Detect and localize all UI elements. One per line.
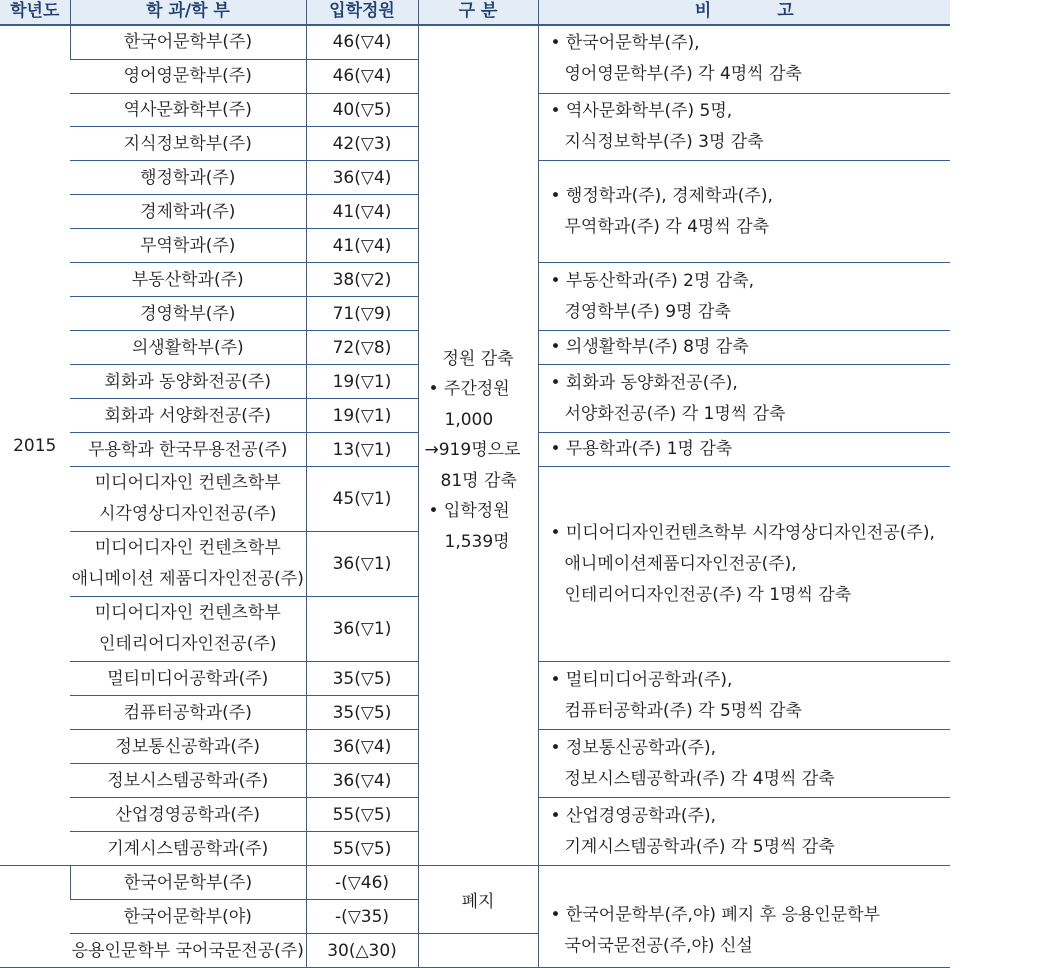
dept-cell: 정보시스템공학과(주): [70, 764, 306, 798]
dept-line: 애니메이션 제품디자인전공(주): [71, 569, 304, 590]
division-cell: [418, 934, 538, 968]
remark-line: 정보시스템공학과(주) 각 4명씩 감축: [564, 768, 835, 789]
remark-line: 기계시스템공학과(주) 각 5명씩 감축: [564, 836, 835, 857]
header-year: 학년도: [0, 0, 70, 25]
dept-line: 미디어디자인 컨텐츠학부: [94, 473, 281, 494]
table-row: [0, 25, 950, 59]
remark-line: 인테리어디자인전공(주) 각 1명씩 감축: [564, 584, 852, 605]
dept-cell: 한국어문학부(주): [70, 866, 306, 900]
division-line: 81명 감축: [440, 470, 517, 491]
division-line: 정원 감축: [442, 348, 514, 369]
division-line: 1,539명: [444, 531, 510, 552]
dept-cell: [70, 597, 306, 662]
quota-cell: 36(▽4): [306, 730, 418, 764]
dept-cell: 무역학과(주): [70, 229, 306, 263]
table-header-row: [0, 0, 950, 25]
quota-cell: 19(▽1): [306, 365, 418, 399]
remark-cell: [538, 798, 950, 866]
quota-cell: 19(▽1): [306, 399, 418, 433]
remark-cell: [538, 161, 950, 263]
dept-cell: 정보통신공학과(주): [70, 730, 306, 764]
dept-cell: 산업경영공학과(주): [70, 798, 306, 832]
dept-cell: 기계시스템공학과(주): [70, 832, 306, 866]
remark-cell: [538, 263, 950, 331]
remark-line: 지식정보학부(주) 3명 감축: [564, 131, 764, 152]
dept-cell: 한국어문학부(야): [70, 900, 306, 934]
remark-line: • 회화과 동양화전공(주),: [550, 372, 738, 393]
remark-cell: [538, 433, 950, 467]
division-cell: [418, 25, 538, 866]
quota-cell: 40(▽5): [306, 93, 418, 127]
remark-cell: [538, 730, 950, 798]
remark-line: • 미디어디자인컨텐츠학부 시각영상디자인전공(주),: [550, 522, 935, 543]
remark-line: 서양화전공(주) 각 1명씩 감축: [564, 403, 786, 424]
quota-cell: 55(▽5): [306, 832, 418, 866]
remark-line: • 한국어문학부(주),: [550, 33, 700, 54]
quota-cell: 71(▽9): [306, 297, 418, 331]
quota-cell: 30(△30): [306, 934, 418, 968]
quota-cell: 35(▽5): [306, 662, 418, 696]
remark-line: 국어국문전공(주,야) 신설: [564, 936, 753, 957]
header-division: 구 분: [418, 0, 538, 25]
remark-cell: [538, 331, 950, 365]
quota-cell: -(▽35): [306, 900, 418, 934]
quota-cell: 13(▽1): [306, 433, 418, 467]
remark-cell: [538, 662, 950, 730]
division-line: • 주간정원: [428, 379, 510, 400]
remark-line: 컴퓨터공학과(주) 각 5명씩 감축: [564, 700, 802, 721]
table-row: [0, 866, 950, 900]
quota-cell: 35(▽5): [306, 696, 418, 730]
dept-cell: 경영학부(주): [70, 297, 306, 331]
quota-cell: 46(▽4): [306, 25, 418, 59]
header-remarks: 비 고: [538, 0, 950, 25]
dept-cell: [70, 467, 306, 532]
remark-line: • 무용학과(주) 1명 감축: [550, 439, 733, 460]
quota-cell: 72(▽8): [306, 331, 418, 365]
division-line: 1,000: [444, 409, 494, 430]
quota-cell: 36(▽4): [306, 161, 418, 195]
dept-cell: 역사문화학부(주): [70, 93, 306, 127]
quota-cell: 36(▽1): [306, 532, 418, 597]
quota-cell: 36(▽1): [306, 597, 418, 662]
quota-cell: 42(▽3): [306, 127, 418, 161]
year-cell: 2015: [0, 25, 70, 866]
dept-cell: [70, 532, 306, 597]
remark-line: • 산업경영공학과(주),: [550, 805, 716, 826]
header-dept: 학 과/학 부: [70, 0, 306, 25]
dept-cell: 영어영문학부(주): [70, 59, 306, 93]
dept-cell: 회화과 동양화전공(주): [70, 365, 306, 399]
remark-line: 영어영문학부(주) 각 4명씩 감축: [564, 64, 802, 85]
quota-cell: 36(▽4): [306, 764, 418, 798]
remark-line: 애니메이션제품디자인전공(주),: [564, 553, 797, 574]
remark-line: 무역학과(주) 각 4명씩 감축: [564, 216, 770, 237]
division-cell: 폐지: [418, 866, 538, 934]
quota-cell: 45(▽1): [306, 467, 418, 532]
quota-cell: 55(▽5): [306, 798, 418, 832]
dept-cell: 멀티미디어공학과(주): [70, 662, 306, 696]
remark-line: 경영학부(주) 9명 감축: [564, 301, 731, 322]
division-line: • 입학정원: [428, 501, 510, 522]
dept-cell: 의생활학부(주): [70, 331, 306, 365]
remark-line: • 역사문화학부(주) 5명,: [550, 100, 733, 121]
remark-line: • 정보통신공학과(주),: [550, 737, 716, 758]
dept-cell: 행정학과(주): [70, 161, 306, 195]
remark-cell: [538, 365, 950, 433]
dept-cell: 응용인문학부 국어국문전공(주): [70, 934, 306, 968]
year-cell: [0, 866, 70, 968]
remark-cell: [538, 93, 950, 161]
dept-cell: 부동산학과(주): [70, 263, 306, 297]
remark-line: • 의생활학부(주) 8명 감축: [550, 337, 749, 358]
dept-line: 인테리어디자인전공(주): [99, 634, 277, 655]
remark-cell: [538, 866, 950, 968]
quota-cell: 41(▽4): [306, 195, 418, 229]
remark-line: • 행정학과(주), 경제학과(주),: [550, 185, 773, 206]
header-quota: 입학정원: [306, 0, 418, 25]
dept-cell: 회화과 서양화전공(주): [70, 399, 306, 433]
quota-cell: 38(▽2): [306, 263, 418, 297]
quota-cell: 41(▽4): [306, 229, 418, 263]
dept-cell: 지식정보학부(주): [70, 127, 306, 161]
remark-line: • 부동산학과(주) 2명 감축,: [550, 270, 755, 291]
dept-cell: 컴퓨터공학과(주): [70, 696, 306, 730]
dept-cell: 한국어문학부(주): [70, 25, 306, 59]
remark-cell: [538, 467, 950, 662]
division-line: →919명으로: [424, 440, 521, 461]
quota-cell: -(▽46): [306, 866, 418, 900]
remark-cell: [538, 25, 950, 93]
dept-cell: 경제학과(주): [70, 195, 306, 229]
dept-line: 미디어디자인 컨텐츠학부: [94, 538, 281, 559]
dept-cell: 무용학과 한국무용전공(주): [70, 433, 306, 467]
dept-line: 미디어디자인 컨텐츠학부: [94, 603, 281, 624]
dept-line: 시각영상디자인전공(주): [99, 504, 277, 525]
remark-line: • 멀티미디어공학과(주),: [550, 669, 733, 690]
quota-cell: 46(▽4): [306, 59, 418, 93]
remark-line: • 한국어문학부(주,야) 폐지 후 응용인문학부: [550, 905, 880, 926]
